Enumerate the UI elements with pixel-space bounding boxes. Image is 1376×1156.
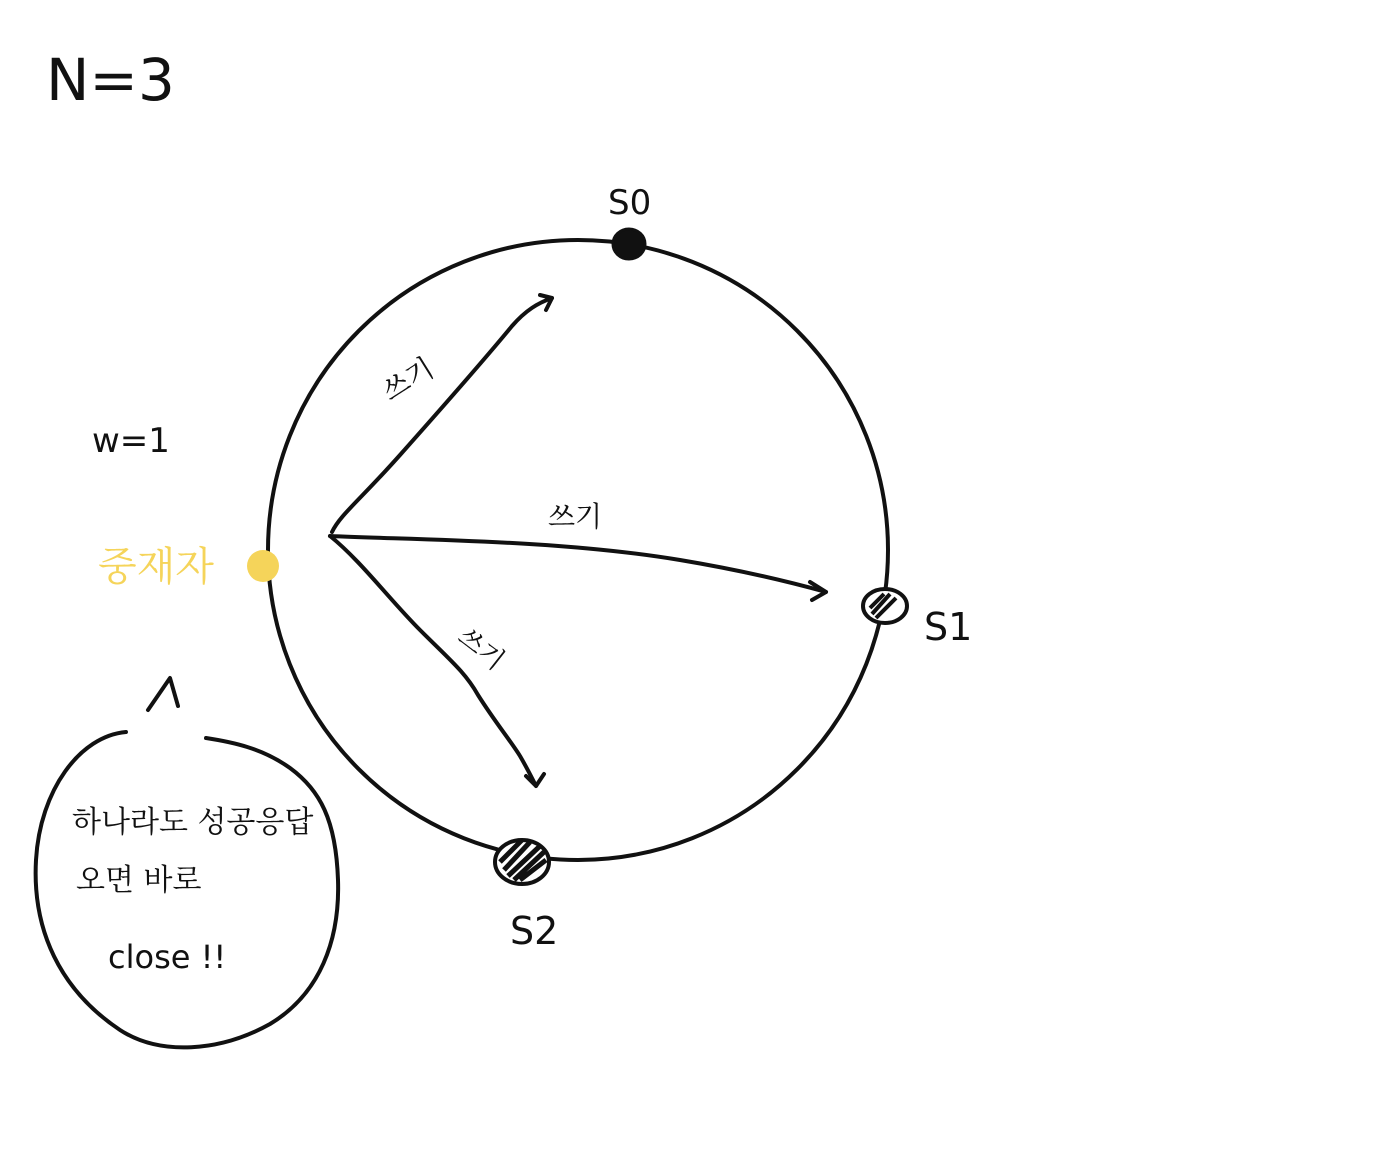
- write-label-s2: 쓰기: [451, 621, 510, 677]
- node-s1-label: S1: [924, 605, 973, 649]
- write-label-s1: 쓰기: [548, 500, 603, 533]
- node-s0-marker: [613, 229, 645, 259]
- write-arrow-s1: [330, 500, 826, 600]
- callout-pointer: [148, 678, 178, 710]
- node-s0-label: S0: [608, 183, 652, 223]
- write-arrow-s2: [330, 536, 544, 786]
- callout-line-3: close !!: [108, 938, 227, 976]
- callout-line-1: 하나라도 성공응답: [72, 805, 314, 840]
- hash-ring: [268, 240, 888, 860]
- node-s2-label: S2: [510, 909, 559, 953]
- coordinator-label: 중재자: [98, 544, 214, 590]
- callout-line-2: 오면 바로: [76, 863, 202, 898]
- node-s0: [608, 183, 651, 259]
- node-s1: [863, 589, 972, 649]
- node-s2: [495, 840, 558, 953]
- replica-count-label: N=3: [46, 46, 175, 114]
- coordinator-dot: [247, 550, 279, 582]
- write-quorum-label: w=1: [92, 421, 170, 461]
- write-label-s0: 쓰기: [376, 351, 440, 408]
- write-arrow-s0: [332, 295, 552, 532]
